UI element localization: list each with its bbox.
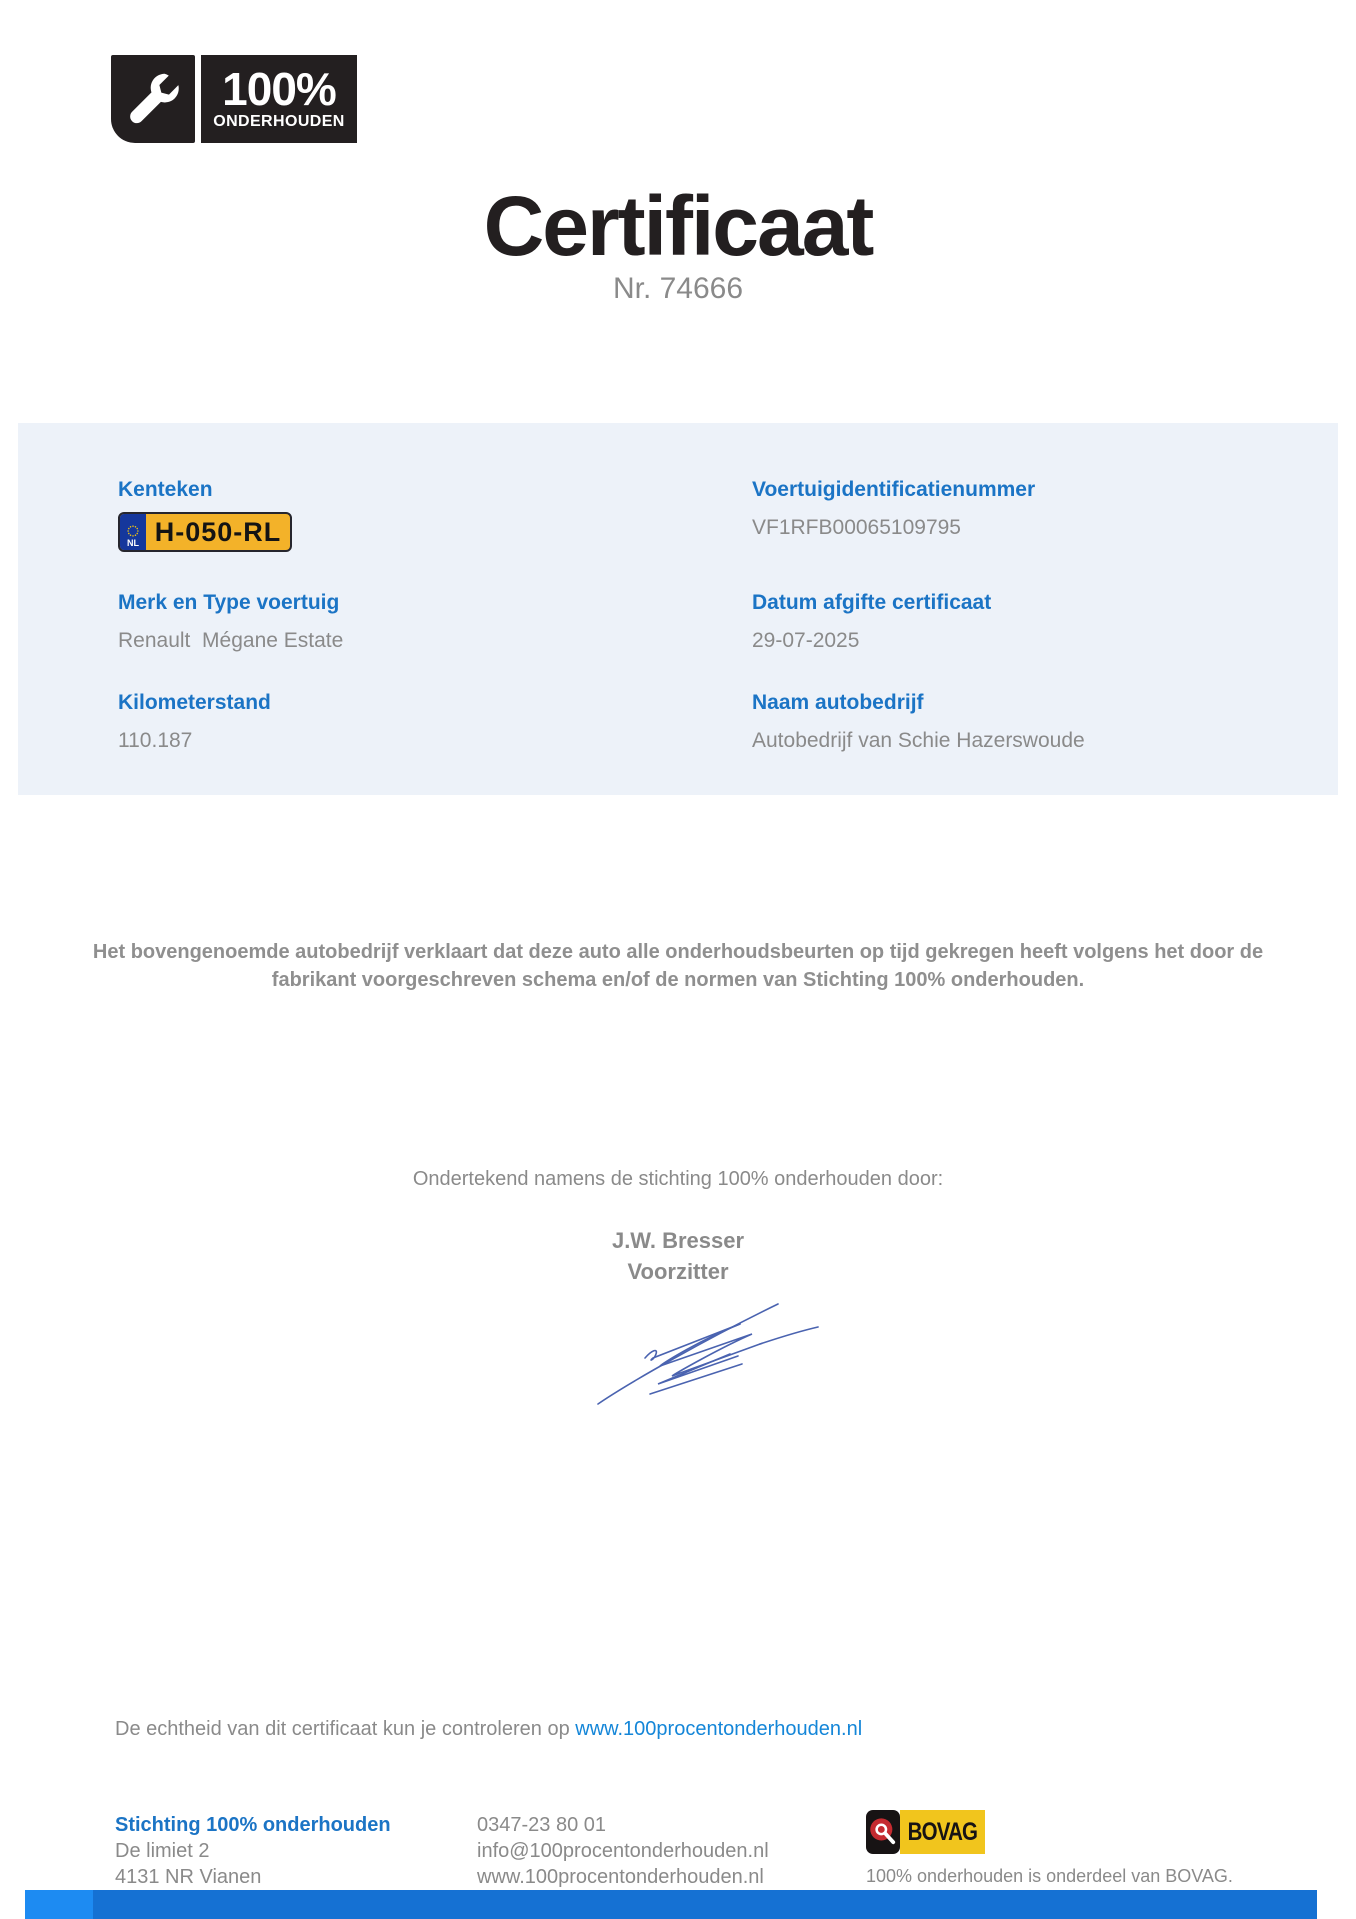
eu-stars-icon — [126, 524, 140, 538]
field-naam-autobedrijf — [752, 691, 1085, 753]
bottom-accent-bar — [25, 1890, 1317, 1919]
signature-image — [590, 1292, 840, 1422]
footer-phone: 0347-23 80 01 — [477, 1814, 607, 1836]
footer-website: www.100procentonderhouden.nl — [477, 1866, 764, 1888]
footer-contact — [477, 1812, 769, 1890]
kenteken-label: Kenteken — [118, 478, 213, 501]
logo-sub-text: ONDERHOUDEN — [213, 113, 345, 130]
logo-wrench-box — [111, 55, 195, 143]
logo-percent-text: 100% — [222, 63, 336, 115]
bottom-accent-bar-light-segment — [25, 1890, 93, 1919]
footer-address-line2: 4131 NR Vianen — [115, 1866, 262, 1888]
kilometerstand-label: Kilometerstand — [118, 691, 271, 714]
plate-number: H-050-RL — [154, 516, 282, 547]
verification-link[interactable]: www.100procentonderhouden.nl — [575, 1718, 863, 1740]
footer-organisation — [115, 1812, 391, 1890]
bovag-magnifier-icon — [866, 1815, 900, 1849]
bovag-wordmark-box — [900, 1810, 985, 1854]
plate-country-code: NL — [127, 538, 139, 548]
page-title: Certificaat — [483, 179, 873, 273]
logo-text-box — [201, 55, 357, 143]
footer-email: info@100procentonderhouden.nl — [477, 1840, 769, 1862]
verification-text: De echtheid van dit certificaat kun je controleren op — [115, 1718, 576, 1740]
datum-afgifte-label: Datum afgifte certificaat — [752, 591, 992, 614]
signer-name: J.W. Bresser — [611, 1228, 745, 1253]
plate-eu-strip — [120, 514, 146, 550]
bovag-logo — [866, 1810, 978, 1854]
signer-role: Voorzitter — [627, 1259, 729, 1284]
bovag-note: 100% onderhouden is onderdeel van BOVAG. — [866, 1866, 1233, 1886]
vin-value: VF1RFB00065109795 — [752, 516, 961, 539]
license-plate — [118, 512, 292, 552]
merk-value: Renault Mégane Estate — [118, 629, 344, 652]
field-kilometerstand — [118, 691, 271, 753]
bovag-wordmark: BOVAG — [907, 1817, 978, 1846]
field-datum-afgifte — [752, 591, 991, 653]
field-vin — [752, 478, 1035, 540]
vehicle-details-panel — [18, 423, 1338, 795]
vin-label: Voertuigidentificatienummer — [752, 478, 1036, 501]
signing-intro: Ondertekend namens de stichting 100% onderhouden door: — [412, 1168, 944, 1190]
field-merk — [118, 591, 343, 653]
datum-afgifte-value: 29-07-2025 — [752, 629, 860, 652]
bovag-emblem — [866, 1810, 900, 1854]
verification-line — [115, 1718, 862, 1741]
naam-autobedrijf-value: Autobedrijf van Schie Hazerswoude — [752, 729, 1085, 752]
declaration-text: Het bovengenoemde autobedrijf verklaart dat deze auto alle onderhoudsbeurten op tijd gekregen heeft volgens het door de fabrikant voorgeschreven schema en/of de normen van Stichting 100% onderhouden. — [92, 941, 1264, 991]
field-kenteken — [118, 478, 292, 552]
naam-autobedrijf-label: Naam autobedrijf — [752, 691, 924, 714]
merk-label: Merk en Type voertuig — [118, 591, 340, 614]
footer-org-name: Stichting 100% onderhouden — [115, 1814, 391, 1836]
wrench-icon — [124, 68, 182, 131]
footer-address-line1: De limiet 2 — [115, 1840, 210, 1862]
certificate-number: Nr. 74666 — [612, 272, 744, 305]
stichting-100-logo — [111, 55, 357, 143]
kilometerstand-value: 110.187 — [118, 729, 193, 752]
footer-bovag — [866, 1810, 1233, 1887]
